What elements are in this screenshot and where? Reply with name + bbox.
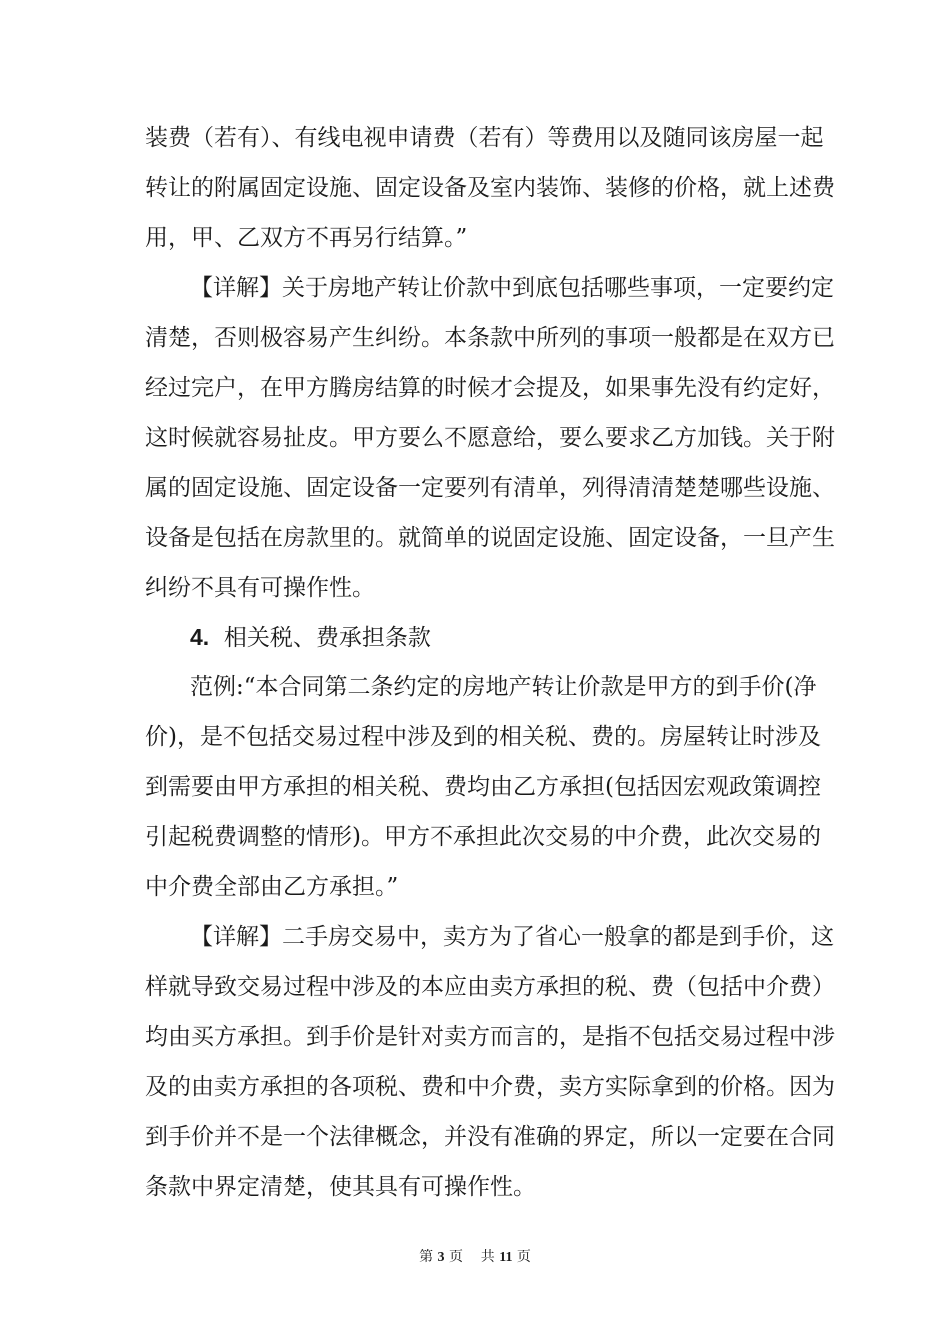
body-text-line: 清楚，否则极容易产生纠纷。本条款中所列的事项一般都是在双方已 [145, 325, 835, 351]
page-label-unit: 页 [448, 1249, 463, 1265]
body-text-line: 价)，是不包括交易过程中涉及到的相关税、费的。房屋转让时涉及 [145, 724, 821, 750]
body-text-line: 引起税费调整的情形)。甲方不承担此次交易的中介费，此次交易的 [145, 824, 821, 850]
body-text-line: 均由买方承担。到手价是针对卖方而言的，是指不包括交易过程中涉 [145, 1024, 835, 1050]
body-text-line: 转让的附属固定设施、固定设备及室内装饰、装修的价格，就上述费 [145, 175, 835, 201]
body-text-line: 这时候就容易扯皮。甲方要么不愿意给，要么要求乙方加钱。关于附 [145, 425, 835, 451]
body-text-line: 条款中界定清楚，使其具有可操作性。 [145, 1174, 536, 1200]
body-text-line: 样就导致交易过程中涉及的本应由卖方承担的税、费（包括中介费） [145, 974, 835, 1000]
body-text-line: 及的由卖方承担的各项税、费和中介费，卖方实际拿到的价格。因为 [145, 1074, 835, 1100]
body-text-line: 纠纷不具有可操作性。 [145, 575, 375, 601]
body-text-line: 属的固定设施、固定设备一定要列有清单，列得清清楚楚哪些设施、 [145, 475, 835, 501]
body-text-line: 【详解】关于房地产转让价款中到底包括哪些事项，一定要约定 [190, 275, 834, 301]
section-heading [190, 622, 810, 653]
page-footer [0, 1248, 950, 1267]
total-label-prefix: 共 [480, 1249, 495, 1265]
body-text-line: 范例:“本合同第二条约定的房地产转让价款是甲方的到手价(净 [190, 674, 817, 700]
total-label-unit: 页 [516, 1249, 531, 1265]
body-text-line: 到需要由甲方承担的相关税、费均由乙方承担(包括因宏观政策调控 [145, 774, 821, 800]
body-text-line: 中介费全部由乙方承担。” [145, 874, 399, 900]
page-number: 3 [437, 1250, 445, 1265]
body-text-line: 装费（若有）、有线电视申请费（若有）等费用以及随同该房屋一起 [145, 125, 824, 151]
body-text-line: 到手价并不是一个法律概念，并没有准确的界定，所以一定要在合同 [145, 1124, 835, 1150]
body-text-line: 【详解】二手房交易中，卖方为了省心一般拿的都是到手价，这 [190, 924, 834, 950]
body-text-line: 设备是包括在房款里的。就简单的说固定设施、固定设备，一旦产生 [145, 525, 835, 551]
section-number: 4. [190, 624, 210, 650]
section-title: 相关税、费承担条款 [223, 625, 431, 651]
page-label-prefix: 第 [419, 1249, 434, 1265]
total-pages: 11 [499, 1250, 513, 1265]
body-text-line: 用，甲、乙双方不再另行结算。” [145, 225, 468, 251]
body-text-line: 经过完户，在甲方腾房结算的时候才会提及，如果事先没有约定好， [145, 375, 835, 401]
